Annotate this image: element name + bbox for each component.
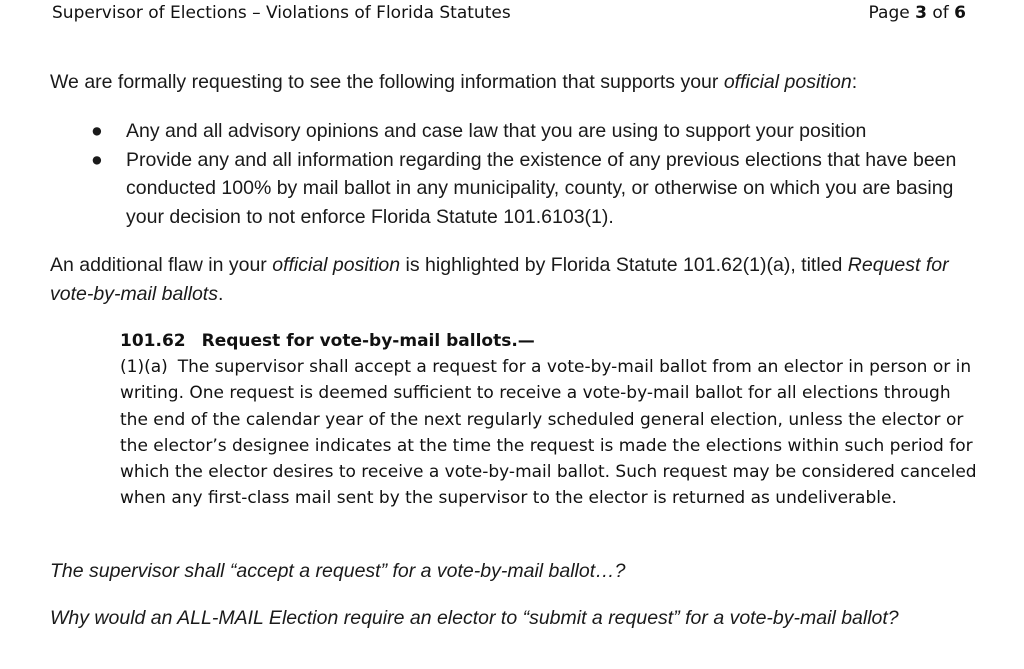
statute-heading-text: Request for vote-by-mail ballots.— — [201, 331, 535, 351]
flaw-statute-title: Request for vote-by-mail ballots — [50, 254, 949, 305]
bullet-marker: ● — [91, 148, 103, 171]
question-1: The supervisor shall “accept a request” for a vote-by-mail ballot…? — [50, 560, 626, 582]
flaw-end: . — [217, 283, 224, 305]
page-mid: of — [926, 3, 955, 23]
list-item — [50, 117, 970, 146]
statute-body-text: The supervisor shall accept a request for a vote-by-mail ballot from an elector in person or in writing. One request is deemed sufficient to receive a vote-by-mail ballot for all elections through the end of the calendar year of the next regularly scheduled general election, unless the elector or the elector’s designee indicates at the time the request is made the elections within such period for which the elector desires to receive a vote-by-mail ballot. Such request may be considered canceled when any first-class mail sent by the supervisor to the elector is returned as undeliverable. — [120, 357, 977, 509]
flaw-paragraph — [50, 251, 970, 309]
intro-emphasis: official position — [723, 71, 852, 93]
question-2: Why would an ALL-MAIL Election require an elector to “submit a request” for a vote-by-mail ballot? — [50, 607, 899, 629]
intro-end: : — [851, 71, 858, 93]
document-header-title: Supervisor of Elections – Violations of Florida Statutes — [52, 3, 511, 23]
statute-body — [120, 354, 980, 511]
list-item-text: Any and all advisory opinions and case law that you are using to support your position — [126, 120, 867, 142]
flaw-emphasis: official position — [272, 254, 401, 276]
statute-reference: Florida Statute 101.6103(1). — [370, 205, 614, 228]
statute-heading — [120, 328, 980, 354]
intro-paragraph — [50, 68, 970, 97]
list-item — [50, 146, 970, 232]
statute-subsection: (1)(a) — [120, 357, 168, 378]
page-total: 6 — [954, 3, 966, 23]
flaw-text-1: An additional flaw in your — [50, 254, 273, 276]
request-list — [50, 117, 970, 231]
page-current: 3 — [915, 3, 927, 23]
intro-text: We are formally requesting to see the following information that supports your — [50, 71, 724, 93]
bullet-marker: ● — [91, 120, 103, 142]
flaw-text-2: is highlighted by Florida Statute 101.62(1)(a), titled — [400, 254, 848, 276]
page-number — [869, 2, 966, 24]
list-item-text: Provide any and all information regarding the existence of any previous elections that have been conducted 100% by mail ballot in any municipality, county, or otherwise on which you are basing your decision to not enforce — [126, 148, 957, 228]
statute-quote — [120, 328, 980, 511]
page-prefix: Page — [868, 3, 916, 23]
statute-number: 101.62 — [120, 331, 186, 351]
